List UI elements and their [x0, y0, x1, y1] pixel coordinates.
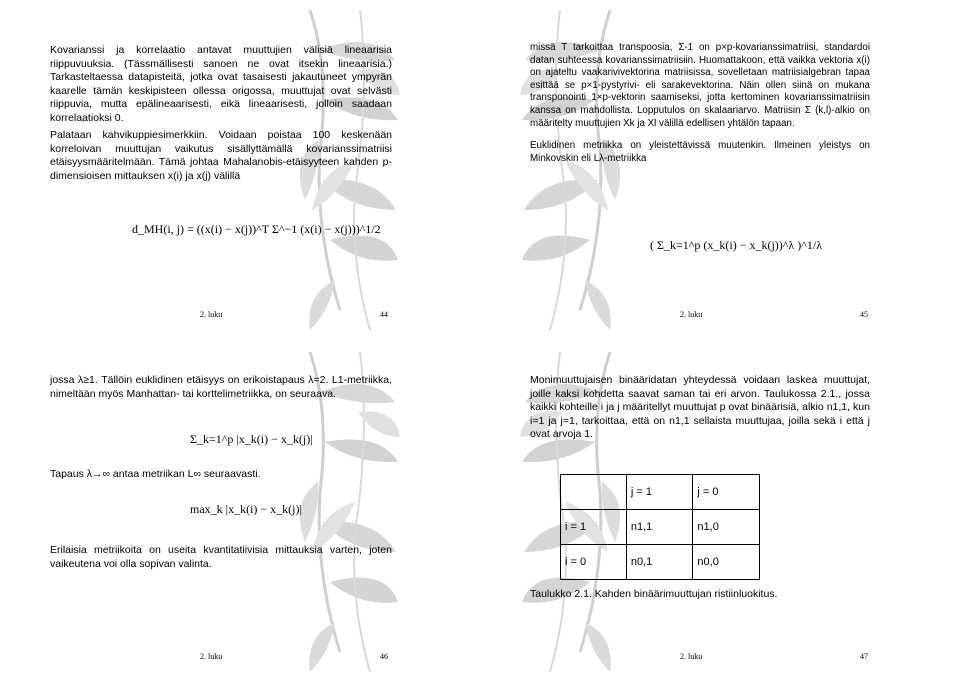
page-46-footer-label: 2. luku	[200, 652, 223, 661]
slide-page-46	[40, 352, 400, 672]
table-header-cell	[561, 475, 627, 510]
page-45-footer-label: 2. luku	[680, 310, 703, 319]
table-row	[561, 510, 760, 545]
table-cell: i = 0	[561, 545, 627, 580]
page-46-paragraph-2: Tapaus λ→∞ antaa metriikan L∞ seuraavasti.	[50, 468, 261, 480]
table-row	[561, 475, 760, 510]
table-caption: Taulukko 2.1. Kahden binäärimuuttujan ristiinluokitus.	[530, 588, 778, 600]
slide-page-44	[40, 10, 400, 330]
page-45-body	[530, 42, 870, 169]
page-44-footer-label: 2. luku	[200, 310, 223, 319]
chebyshev-formula-text: max_k |x_k(i) − x_k(j)|	[190, 502, 302, 516]
table-cell: n0,1	[626, 545, 693, 580]
manhattan-formula-text: Σ_k=1^p |x_k(i) − x_k(j)|	[190, 432, 313, 446]
page-44-page-number: 44	[380, 310, 388, 319]
page-46-paragraph-1: jossa λ≥1. Tällöin euklidinen etäisyys on erikoistapaus λ=2. L1-metriikka, nimeltään myös Manhattan- tai korttelimetriikka, on seuraava.	[50, 374, 392, 400]
page-44-body	[50, 44, 392, 187]
table-row	[561, 545, 760, 580]
minkowski-formula-text: ( Σ_k=1^p (x_k(i) − x_k(j))^λ )^1/λ	[650, 238, 823, 252]
table-header-cell: j = 1	[626, 475, 693, 510]
binary-crosstab-table	[560, 474, 760, 580]
table-cell: n0,0	[693, 545, 760, 580]
page-47-page-number: 47	[860, 652, 868, 661]
slide-page-45	[520, 10, 880, 330]
page-45-paragraph-1: missä T tarkoittaa transpoosia, Σ-1 on p×p-kovarianssimatriisi, standardoi datan suhteessa kovarianssimatriisiin. Huomattakoon, että vaikka vektoria x(i) on ajateltu vaakarivivektorina matriisissa, sovelletaan matriisialgebran tapaa esittää se p×1-pystyrivi- eli sarakevektorina. Näin ollen siinä on mukana transponointi 1×p-vektorin saamiseksi, jotta kertominen kovarianssimatriisin kanssa on mahdollista. Lopputulos on skalaariarvo. Matriisin Σ (k,l)-alkio on määritelty muuttujien Xk ja Xl välillä edellisen yhtälön tapaan.	[530, 42, 870, 129]
minkowski-formula	[650, 238, 822, 253]
page-44-paragraph-2: Palataan kahvikuppiesimerkkiin. Voidaan poistaa 100 keskenään korreloivan muuttujan vaikutus sisällyttämällä kovarianssimatriisi etäisyysmääritelmään. Tämä johtaa Mahalanobis-etäisyyteen kahden p-dimensioisen mittauksen x(i) ja x(j) välillä	[50, 129, 392, 182]
page-47-paragraph-1: Monimuuttujaisen binääridatan yhteydessä voidaan laskea muuttujat, joille kaksi kohdetta saavat saman tai eri arvon. Taulukossa 2.1., jossa kaikki kohteille i ja j määritellyt muuttujat p ovat binäärisiä, alkio n1,1, kun i=1 ja j=1, tarkoittaa, että on n1,1 sellaista muuttujaa, joilla sekä i että j ovat arvoja 1.	[530, 374, 870, 440]
page-44-paragraph-1: Kovarianssi ja korrelaatio antavat muuttujien välisiä lineaarisia riippuvuuksia. (Tässmällisesti sanoen ne ovat itsekin lineaarisia.) Tarkasteltaessa datapisteitä, jotka ovat tasaisesti jakautuneet ympyrän kaarelle tämän keskipisteen ollessa origossa, muuttujat ovat selvästi riippuvia, mutta epälineaarisesti, eikä lineaarisesti, jolloin saadaan korrelaatioksi 0.	[50, 44, 392, 124]
chebyshev-formula	[190, 502, 302, 517]
slide-page-47	[520, 352, 880, 672]
page-45-page-number: 45	[860, 310, 868, 319]
page-47-footer-label: 2. luku	[680, 652, 703, 661]
page-45-paragraph-2: Euklidinen metriikka on yleistettävissä muutenkin. Ilmeinen yleistys on Minkovskin eli Lλ-metriikka	[530, 140, 870, 164]
table-cell: n1,1	[626, 510, 693, 545]
mahalanobis-formula	[132, 222, 381, 237]
table-cell: i = 1	[561, 510, 627, 545]
page-46-page-number: 46	[380, 652, 388, 661]
page-46-paragraph-3: Erilaisia metriikoita on useita kvantitatiivisia mittauksia varten, joten vaikeutena voi olla sopivan valinta.	[50, 544, 392, 570]
manhattan-formula	[190, 432, 313, 447]
mahalanobis-formula-text: d_MH(i, j) = ((x(i) − x(j))^T Σ^−1 (x(i) − x(j)))^1/2	[132, 222, 381, 236]
table-cell: n1,0	[693, 510, 760, 545]
table-header-cell: j = 0	[693, 475, 760, 510]
